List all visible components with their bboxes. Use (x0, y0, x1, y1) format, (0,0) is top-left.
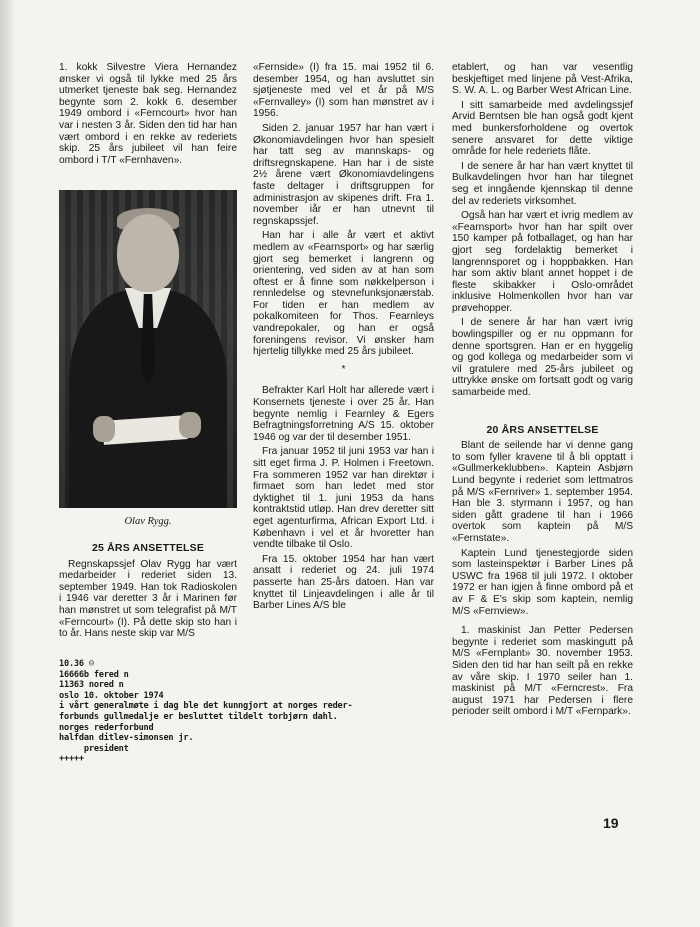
paragraph: Han har i alle år vært et aktivt medlem av «Fearnsport» og har særlig gjort seg bemerket i langrenn og orientering, ved siden av at han som oftest er å finne som nøkkelperson i rennledelse og stevnefunksjonærstab. For tiden er han medlem av pokalkomiteen for Thos. Fearnleys vandrepokaler, og han er også foreningens revisor. Vi ønsker ham hjertelig tillykke med 25 års jubileet. (253, 230, 434, 358)
paragraph: Siden 2. januar 1957 har han vært i Økonomiavdelingen hvor han spesielt har tatt seg av mannskaps- og driftsregnskapene. Han har i de siste 2½ årene vært Økonomiavdelingens faste deltager i driftsgruppen for administrasjon av skipenes drift. Fra 1. november iår er han utnevnt til regnskapssjef. (253, 122, 434, 227)
page-edge (0, 0, 14, 927)
photo-caption: Olav Rygg. (124, 516, 172, 527)
paragraph-lund: Blant de seilende har vi denne gang to som fyller kravene til å bli opptatt i «Gullmerkeklubben». Kaptein Asbjørn Lund begynte i rederiet som lettmatros på M/S «Fernriver» 1. september 1954. Han ble 3. styrmann i 1957, og han siden gått gradene til han i 1966 overtok som kaptein på M/S «Fernstate». (452, 440, 633, 544)
section-heading-25-years: 25 ÅRS ANSETTELSE (91, 542, 205, 554)
telex-line: 10.36 ☺ (59, 659, 94, 669)
paragraph: etablert, og han var vesentlig beskjeftiget med linjene på Vest-Afrika, S. W. A. L. og Barber West African Line. (452, 62, 633, 97)
paragraph-pedersen: 1. maskinist Jan Petter Pedersen begynte i rederiet som maskingutt på M/S «Fernplant» 30. november 1953. Siden den tid har han seilt på en rekke av våre skip. I 1970 seiler han 1. maskinist på M/T «Ferncrest». Fra august 1971 har Pedersen i flere perioder seilt ombord i M/T «Fernpark». (452, 625, 633, 718)
separator-asterisk: * (341, 363, 346, 375)
telex-line: halfdan ditlev-simonsen jr. (59, 733, 194, 744)
paragraph: I sitt samarbeide med avdelingssjef Arvid Berntsen ble han også godt kjent med bunkersforholdene og overtok senere ansvaret for dette viktige område for hele rederiets flåte. (452, 99, 633, 158)
paragraph-holt: Befrakter Karl Holt har allerede vært i Konsernets tjeneste i over 25 år. Han begynte nemlig i Fearnley & Egers Befragtningsforretning A/S 15. oktober 1946 og var der til desember 1951. (253, 385, 434, 443)
portrait-photo (59, 190, 237, 508)
telex-line: norges rederforbund (59, 722, 154, 733)
column-2 (253, 62, 434, 615)
page-number: 19 (603, 815, 619, 831)
paragraph: Fra 15. oktober 1954 har han vært ansatt i rederiet og 24. juli 1974 passerte han 25-års datoen. Han var knyttet til Linjeavdelingen i alle år til Barber Lines A/S ble (253, 553, 434, 612)
paragraph: I de senere år har han vært knyttet til Bulkavdelingen hvor han har tilegnet seg et inngående kjennskap til denne del av rederiets virksomhet. (452, 160, 633, 207)
telex-line: oslo 10. oktober 1974 (59, 690, 164, 701)
column-1-section (59, 541, 237, 643)
column-1-intro (59, 62, 237, 169)
telex-message (59, 659, 439, 765)
telex-line: forbunds gullmedalje er besluttet tildelt torbjørn dahl. (59, 711, 338, 722)
paragraph: «Fernside» (I) fra 15. mai 1952 til 6. desember 1954, og han avsluttet sin sjøtjeneste med vel et år på M/S «Fernvalley» (I) som han mønstret av i 1956. (253, 62, 434, 120)
telex-line: i vårt generalmøte i dag ble det kunngjort at norges reder- (59, 701, 353, 712)
paragraph: Fra januar 1952 til juni 1953 var han i sitt eget firma J. P. Holmen i Freetown. Fra sommeren 1952 var han direktør i firmaet som han ledet med stor dyktighet til 1. juni 1953 da hans kontraktstid utløp. Han drev deretter sitt eget agenturfirma, African Export Ltd. i København i vel et år hvoretter han vendte tilbake til Oslo. (253, 446, 434, 551)
telex-line: +++++ (59, 754, 84, 765)
paragraph: I de senere år har han vært ivrig bowlingspiller og er nu oppmann for denne sportsgren. Han er en hyggelig og god kollega og medarbeider som vi vil gratulere med 25-års jubileet og uttrykke ønske om fortsatt godt og varig samarbeide med. (452, 317, 633, 399)
telex-line: president (59, 743, 129, 754)
paragraph: Kaptein Lund tjenestegjorde siden som lasteinspektør i Barber Lines på USWC fra 1968 til juli 1972. I oktober 1972 er han igjen å finne ombord på et av F & E's skip som kaptein, nemlig M/S «Fernview». (452, 547, 633, 617)
telex-line: 11363 nored n (59, 680, 124, 691)
telex-line: 16666b fered n (59, 669, 129, 680)
paragraph: Også han har vært et ivrig medlem av «Fearnsport» hvor han har spilt over 150 kamper på fotballaget, og han har gjort seg fordelaktig bemerket i langrennsporet og i hoppbakken. Han har som aktiv blant annet hoppet i de fleste skibakker i Oslo-området inklusive Holmenkollen hvor han var prøvehopper. (452, 210, 633, 314)
paragraph-hernandez: 1. kokk Silvestre Viera Hernandez ønsker vi også til lykke med 25 års utmerket tjeneste bak seg. Hernandez begynte som 2. kokk 6. desember 1949 ombord i «Ferncourt» hvor han var i nesten 3 år. Siden den tid har han vært ombord i en rekke av rederiets skip. 25 års jubileet vil han feire ombord i T/T «Fernhaven». (59, 62, 237, 166)
column-3 (452, 62, 633, 721)
section-heading-20-years: 20 ÅRS ANSETTELSE (486, 423, 599, 436)
paragraph-rygg: Regnskapssjef Olav Rygg har vært medarbeider i rederiet siden 13. september 1949. Han tok Radioskolen i 1946 var deretter 3 år i Marinen før han mønstret ut som telegrafist på M/T «Ferncourt» (I). På dette skip sto han i to år. Hans neste skip var M/S (59, 558, 237, 640)
